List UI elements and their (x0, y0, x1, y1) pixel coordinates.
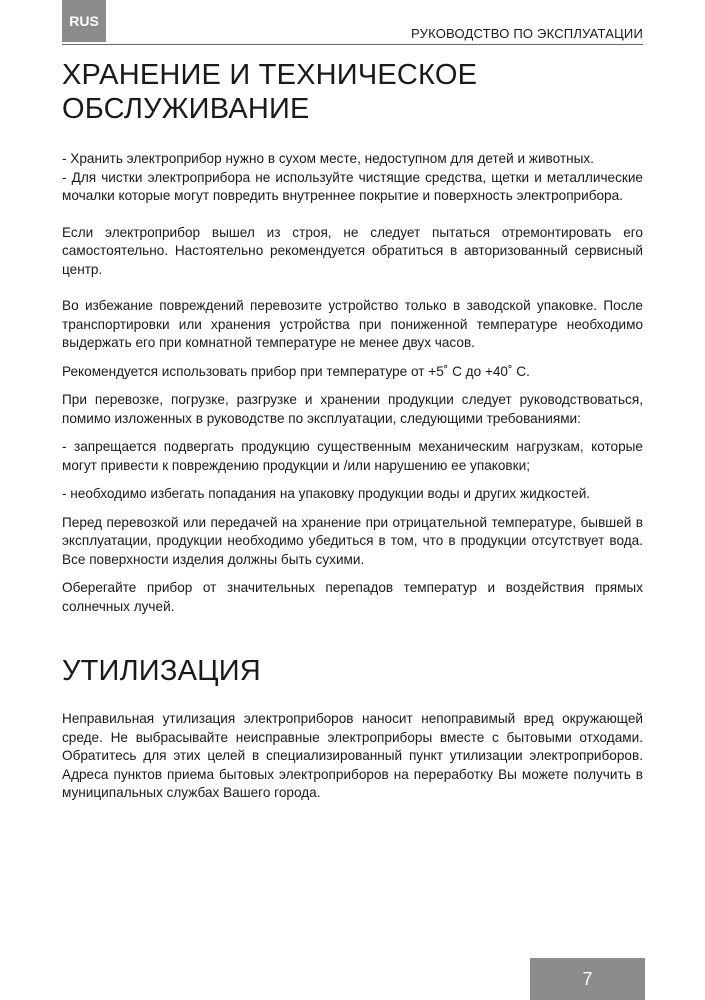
section-title-line-2: ОБСЛУЖИВАНИЕ (62, 93, 310, 125)
page-content (62, 58, 643, 803)
header-divider (62, 44, 643, 45)
paragraph-requirements: При перевозке, погрузке, разгрузке и хранении продукции следует руководствоваться, помимо изложенных в руководстве по эксплуатации, следующими требованиями: (62, 392, 643, 426)
section-title-storage (62, 58, 643, 126)
paragraph-disposal: Неправильная утилизация электроприборов наносит непоправимый вред окружающей среде. Не выбрасывайте неисправные электроприборы вместе с бытовыми отходами. Обратитесь для этих целей в специализированный пункт утилизации электроприборов. Адреса пунктов приема бытовых электроприборов на переработку Вы можете получить в муниципальных службах Вашего города. (62, 711, 643, 800)
paragraph-cleaning: - Для чистки электроприбора не используйте чистящие средства, щетки и металлические мочалки которые могут повредить внутреннее покрытие и поверхность электроприбора. (62, 169, 643, 203)
paragraph-repair: Если электроприбор вышел из строя, не следует пытаться отремонтировать его самостоятельно. Настоятельно рекомендуется обратиться в авторизованный сервисный центр. (62, 224, 643, 277)
section-title-line-1: ХРАНЕНИЕ И ТЕХНИЧЕСКОЕ (62, 59, 478, 91)
language-badge: RUS (62, 0, 106, 42)
paragraph-temperature: Рекомендуется использовать прибор при температуре от +5˚ С до +40˚ С. (62, 363, 530, 379)
section-title-disposal: УТИЛИЗАЦИЯ (62, 655, 261, 687)
paragraph-transport: Во избежание повреждений перевозите устройство только в заводской упаковке. После транспортировки или хранения устройства при пониженной температуре необходимо выдержать его при комнатной температуре не менее двух часов. (62, 298, 643, 350)
header-title: РУКОВОДСТВО ПО ЭКСПЛУАТАЦИИ (411, 26, 643, 41)
paragraph-avoid-liquids: - необходимо избегать попадания на упаковку продукции воды и других жидкостей. (62, 486, 591, 501)
page-number: 7 (530, 958, 645, 1000)
paragraph-negative-temperature: Перед перевозкой или передачей на хранение при отрицательной температуре, бывшей в эксплуатации, продукции необходимо убедиться в том, что в продукции отсутствует вода. Все поверхности изделия должны быть сухими. (62, 514, 643, 567)
paragraph-storage-place: - Хранить электроприбор нужно в сухом месте, недоступном для детей и животных. (62, 151, 594, 166)
paragraph-forbidden-loads: - запрещается подвергать продукцию существенным механическим нагрузкам, которые могут привести к повреждению продукции и /или нарушению ее упаковки; (62, 439, 643, 473)
paragraph-sun-protection: Оберегайте прибор от значительных перепадов температур и воздействия прямых солнечных лучей. (62, 580, 643, 614)
